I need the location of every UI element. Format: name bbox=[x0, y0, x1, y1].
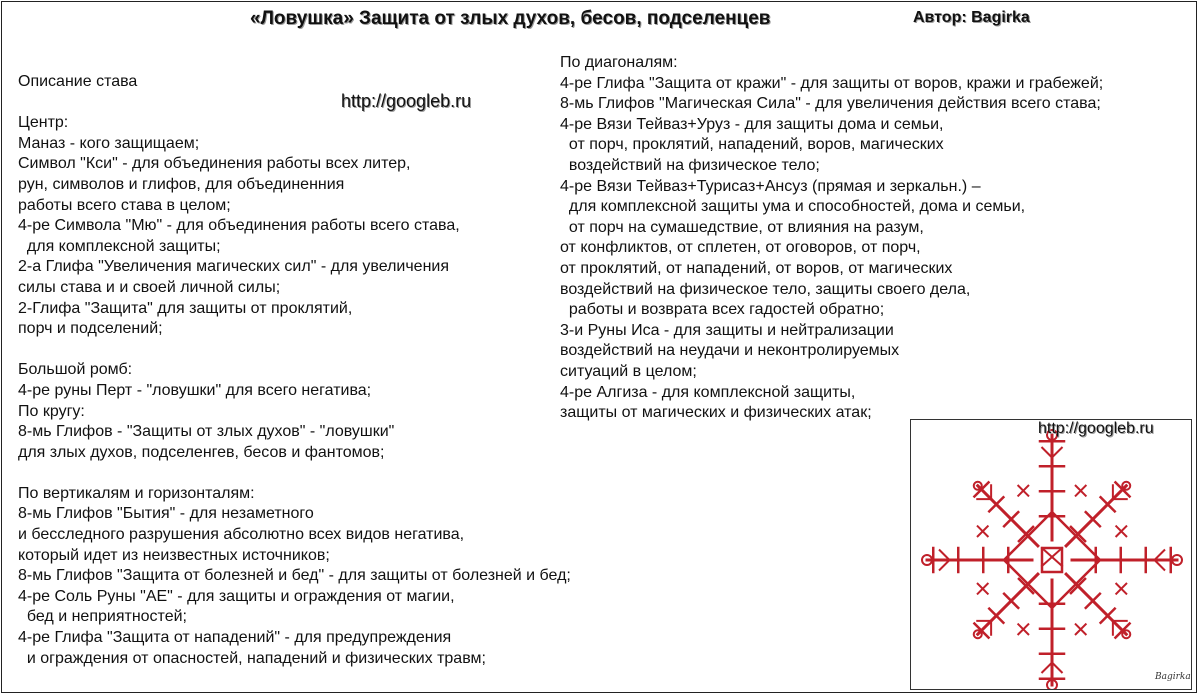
left-text-line: 4-ре Соль Руны "АЕ" - для защиты и ограждения от магии, bbox=[18, 587, 455, 605]
left-text-line bbox=[18, 93, 571, 114]
right-text-line: воздействий на физическое тело; bbox=[560, 156, 820, 174]
left-text-line: работы всего става в целом; bbox=[18, 196, 231, 214]
left-text-line: 4-ре руны Перт - "ловушки" для всего негатива; bbox=[18, 381, 372, 399]
right-text-line: 4-ре Вязи Тейваз+Уруз - для защиты дома и семьи, bbox=[560, 115, 944, 133]
right-text-line: от порч на сумашедствие, от влияния на разум, bbox=[560, 218, 924, 236]
left-text-line: бед и неприятностей; bbox=[18, 608, 187, 626]
left-text-line: 4-ре Символа "Мю" - для объединения работы всего става, bbox=[18, 217, 460, 235]
left-text-line: 8-мь Глифов "Бытия" - для незаметного bbox=[18, 505, 314, 523]
left-text-line bbox=[18, 463, 571, 484]
left-description-column bbox=[18, 72, 571, 669]
left-text-line: рун, символов и глифов, для объединенния bbox=[18, 175, 345, 193]
left-text-line: Маназ - кого защищаем; bbox=[18, 134, 200, 152]
stav-diagram bbox=[911, 420, 1192, 690]
right-text-line: ситуаций в целом; bbox=[560, 362, 697, 380]
author-label: Автор: Bagirka bbox=[913, 9, 1030, 26]
left-text-line: и ограждения от опасностей, нападений и физических травм; bbox=[18, 649, 486, 667]
left-text-line: Большой ромб: bbox=[18, 361, 133, 379]
left-text-line: 8-мь Глифов - "Защиты от злых духов" - "ловушки" bbox=[18, 423, 395, 441]
stav-image bbox=[910, 419, 1192, 690]
left-text-line: По кругу: bbox=[18, 402, 85, 420]
left-text-line: 4-ре Глифа "Защита от нападений" - для предупреждения bbox=[18, 629, 452, 647]
left-text-line: Описание става bbox=[18, 73, 138, 90]
right-text-line: 4-ре Алгиза - для комплексной защиты, bbox=[560, 383, 856, 401]
right-text-line: воздействий на неудачи и неконтролируемых bbox=[560, 342, 900, 360]
left-text-line: 2-Глифа "Защита" для защиты от проклятий, bbox=[18, 299, 353, 317]
right-text-line: для комплексной защиты ума и способностей, дома и семьи, bbox=[560, 198, 1026, 216]
left-text-line: 2-а Глифа "Увеличения магических сил" - для увеличения bbox=[18, 258, 450, 276]
left-text-line: для злых духов, подселенгев, бесов и фантомов; bbox=[18, 443, 385, 461]
left-text-line: для комплексной защиты; bbox=[18, 237, 221, 255]
left-text-line: который идет из неизвестных источников; bbox=[18, 546, 330, 564]
left-text-line: порч и подселений; bbox=[18, 320, 163, 338]
right-text-line: от порч, проклятий, нападений, воров, магических bbox=[560, 136, 944, 154]
left-text-line: силы става и и своей личной силы; bbox=[18, 278, 281, 296]
left-text-line: и бесследного разрушения абсолютно всех видов негатива, bbox=[18, 526, 465, 544]
right-text-line: 4-ре Вязи Тейваз+Турисаз+Ансуз (прямая и зеркальн.) – bbox=[560, 177, 981, 195]
left-text-line: По вертикалям и горизонталям: bbox=[18, 484, 255, 502]
right-text-line: защиты от магических и физических атак; bbox=[560, 404, 872, 422]
left-text-line bbox=[18, 340, 571, 361]
left-text-line: Центр: bbox=[18, 114, 69, 132]
watermark-url: http://googleb.ru bbox=[341, 91, 472, 111]
right-description-column bbox=[560, 53, 1103, 424]
right-text-line: от проклятий, от нападений, от воров, от магических bbox=[560, 259, 953, 277]
right-text-line: По диагоналям: bbox=[560, 54, 678, 71]
right-text-line: 4-ре Глифа "Защита от кражи" - для защиты от воров, кражи и грабежей; bbox=[560, 74, 1104, 92]
right-text-line: 8-мь Глифов "Магическая Сила" - для увеличения действия всего става; bbox=[560, 95, 1101, 113]
right-text-line: 3-и Руны Иса - для защиты и нейтрализации bbox=[560, 321, 894, 339]
left-text-line: Символ "Кси" - для объединения работы всех литер, bbox=[18, 155, 411, 173]
image-signature: Bagirka bbox=[1155, 672, 1191, 682]
left-text-line: 8-мь Глифов "Защита от болезней и бед" - для защиты от болезней и бед; bbox=[18, 567, 571, 585]
right-text-line: работы и возврата всех гадостей обратно; bbox=[560, 301, 885, 319]
page-title: «Ловушка» Защита от злых духов, бесов, подселенцев bbox=[250, 8, 771, 29]
right-text-line: от конфликтов, от сплетен, от оговоров, от порч, bbox=[560, 239, 921, 257]
right-text-line: воздействий на физическое тело, защиты своего дела, bbox=[560, 280, 971, 298]
image-watermark-url: http://googleb.ru bbox=[1038, 420, 1154, 437]
